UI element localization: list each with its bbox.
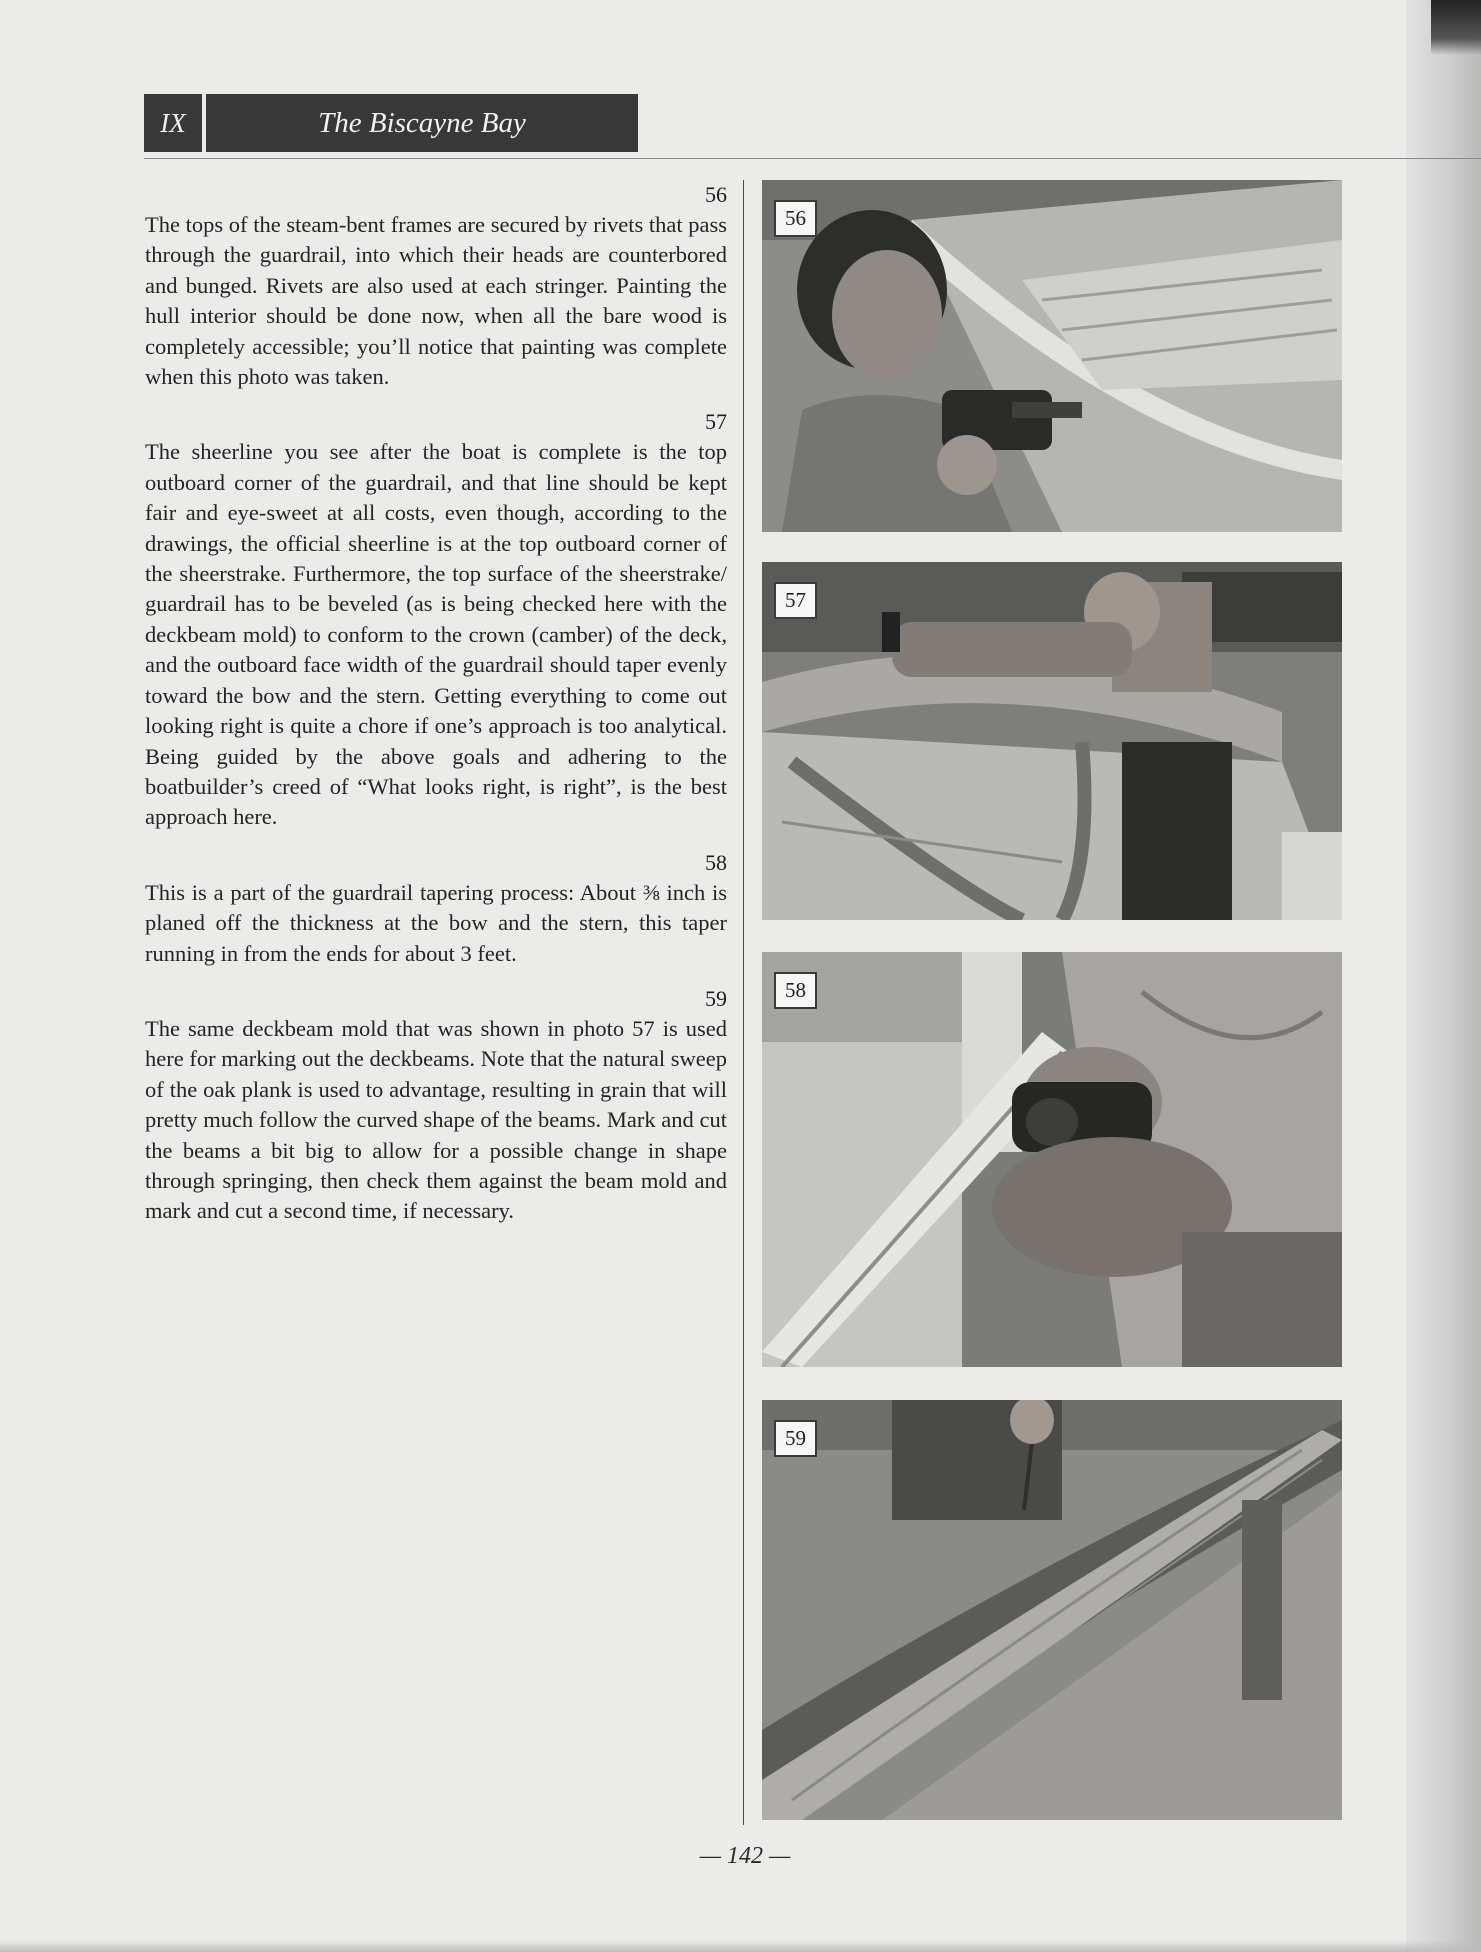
running-header: [144, 94, 638, 152]
photo-label: 59: [774, 1420, 817, 1457]
facing-page-edge: [1406, 0, 1481, 1952]
photo-label: 56: [774, 200, 817, 237]
column-divider: [743, 180, 744, 1825]
caption-text: The tops of the steam-bent frames are secured by rivets that pass through the guardrail, into which their heads are counterbored and bunged. Rivets are also used at each stringer. Painting the hull interior should be done now, when all the bare wood is completely accessible; you’ll notice that painting was complete when this photo was taken.: [145, 212, 727, 390]
photo-56: [762, 180, 1342, 532]
caption-58: [145, 848, 727, 969]
caption-56: [145, 180, 727, 392]
caption-number: 59: [705, 985, 727, 1011]
photo-59-image: [762, 1400, 1342, 1820]
page-number: — 142 —: [699, 1843, 791, 1869]
photo-58: [762, 952, 1342, 1367]
caption-text: The same deckbeam mold that was shown in photo 57 is used here for marking out the deckbeams. Note that the natural sweep of the oak plank is used to advantage, resulting in grain that will pretty much follow the curved shape of the beams. Mark and cut the beams a bit big to allow for a possible change in shape through springing, then check them against the beam mold and mark and cut a second time, if necessary.: [145, 1015, 727, 1224]
chapter-number: IX: [144, 94, 206, 152]
caption-number: 56: [705, 182, 727, 207]
scan-bottom-edge: [0, 1940, 1481, 1952]
caption-number: 58: [705, 849, 727, 875]
header-rule: [144, 158, 1481, 159]
scan-corner-shadow: [1431, 0, 1481, 55]
caption-text: The sheerline you see after the boat is complete is the top outboard corner of the guardrail, and that line should be kept fair and eye-sweet at all costs, even though, according to the drawings, the official sheerline is at the top outboard corner of the sheerstrake. Furthermore, the top surface of the sheerstrake/ guardrail has to be beveled (as is being checked here with the deckbeam mold) to conform to the crown (camber) of the deck, and the outboard face width of the guardrail should taper evenly toward the bow and the stern. Getting everything to come out looking right is quite a chore if one’s approach is too analytical. Being guided by the above goals and adhering to the boatbuilder’s creed of “What looks right, is right”, is the best approach here.: [145, 439, 727, 830]
caption-text: This is a part of the guardrail tapering process: About ⅜ inch is planed off the thickness at the bow and the stern, this taper running in from the ends for about 3 feet.: [145, 879, 727, 966]
photo-label: 58: [774, 972, 817, 1009]
caption-number: 57: [705, 409, 727, 435]
photo-57-image: [762, 562, 1342, 920]
photo-56-image: [762, 180, 1342, 532]
caption-column: [145, 180, 727, 1227]
photo-58-image: [762, 952, 1342, 1367]
chapter-title: The Biscayne Bay: [318, 106, 526, 139]
caption-57: [145, 407, 727, 832]
caption-59: [145, 984, 727, 1227]
photo-59: [762, 1400, 1342, 1820]
photo-57: [762, 562, 1342, 920]
photo-label: 57: [774, 582, 817, 619]
